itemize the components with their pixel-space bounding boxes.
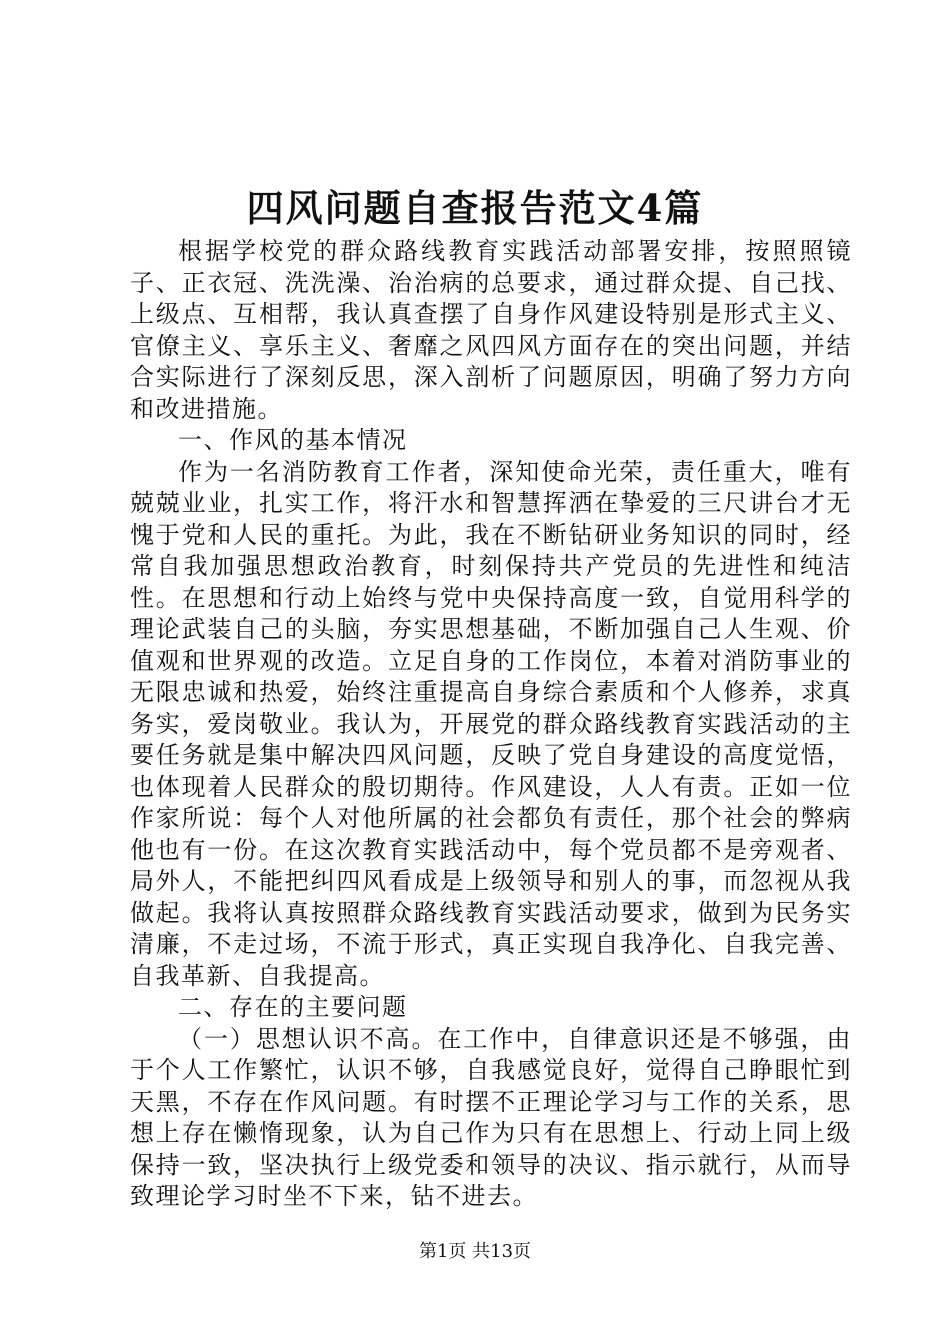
page-footer: 第1页 共13页 bbox=[418, 1241, 532, 1262]
body-paragraph-1: 作为一名消防教育工作者，深知使命光荣，责任重大，唯有兢兢业业，扎实工作，将汗水和智慧挥洒在挚爱的三尺讲台才无愧于党和人民的重托。为此，我在不断钻研业务知识的同时，经常自我加强思想政治教育，时刻保持共产党员的先进性和纯洁性。在思想和行动上始终与党中央保持高度一致，自觉用科学的理论武装自己的头脑，夯实思想基础，不断加强自己人生观、价值观和世界观的改造。立足自身的工作岗位，本着对消防事业的无限忠诚和热爱，始终注重提高自身综合素质和个人修养，求真务实，爱岗敬业。我认为，开展党的群众路线教育实践活动的主要任务就是集中解决四风问题，反映了党自身建设的高度觉悟，也体现着人民群众的殷切期待。作风建设，人人有责。正如一位作家所说：每个人对他所属的社会都负有责任，那个社会的弊病他也有一份。在这次教育实践活动中，每个党员都不是旁观者、局外人，不能把纠四风看成是上级领导和别人的事，而忽视从我做起。我将认真按照群众路线教育实践活动要求，做到为民务实清廉，不走过场，不流于形式，真正实现自我净化、自我完善、自我革新、自我提高。 bbox=[130, 457, 852, 990]
document-title: 四风问题自查报告范文4篇 bbox=[246, 186, 704, 230]
document-body bbox=[130, 236, 852, 1213]
body-paragraph-2: （一）思想认识不高。在工作中，自律意识还是不够强，由于个人工作繁忙，认识不够，自我感觉良好，觉得自己睁眼忙到天黑，不存在作风问题。有时摆不正理论学习与工作的关系，思想上存在懒惰现象，认为自己作为只有在思想上、行动上同上级保持一致，坚决执行上级党委和领导的决议、指示就行，从而导致理论学习时坐不下来，钻不进去。 bbox=[130, 1024, 852, 1210]
section-heading-2: 二、存在的主要问题 bbox=[178, 993, 408, 1021]
intro-paragraph: 根据学校党的群众路线教育实践活动部署安排，按照照镜子、正衣冠、洗洗澡、治治病的总要求，通过群众提、自己找、上级点、互相帮，我认真查摆了自身作风建设特别是形式主义、官僚主义、享乐主义、奢靡之风四风方面存在的突出问题，并结合实际进行了深刻反思，深入剖析了问题原因，明确了努力方向和改进措施。 bbox=[130, 237, 852, 423]
section-heading-1: 一、作风的基本情况 bbox=[178, 426, 408, 454]
